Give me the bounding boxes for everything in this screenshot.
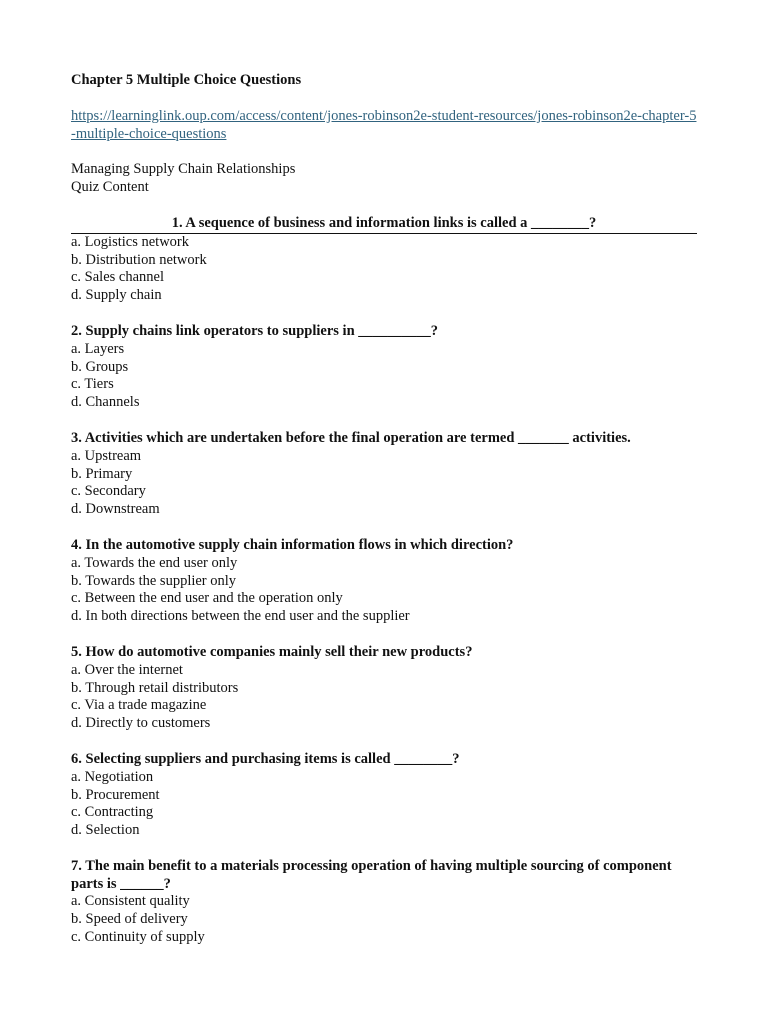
option-a: a. Layers — [71, 340, 125, 357]
option-d: d. Directly to customers — [71, 715, 211, 732]
document-page — [71, 72, 697, 947]
option-c: c. Via a trade magazine — [71, 697, 207, 714]
option-a: a. Upstream — [71, 447, 142, 464]
question-text: 2. Supply chains link operators to suppliers in __________? — [71, 322, 439, 339]
question-3 — [71, 430, 697, 519]
option-a: a. Over the internet — [71, 661, 183, 678]
option-b: b. Procurement — [71, 786, 160, 803]
question-text: 7. The main benefit to a materials processing operation of having multiple sourcing of component parts is ______? — [71, 857, 672, 892]
option-d: d. Downstream — [71, 501, 160, 518]
question-6 — [71, 751, 697, 840]
option-c: c. Continuity of supply — [71, 929, 205, 946]
option-c: c. Contracting — [71, 804, 154, 821]
question-1 — [71, 215, 697, 305]
option-a: a. Towards the end user only — [71, 554, 238, 571]
option-c: c. Sales channel — [71, 269, 165, 286]
option-a: a. Negotiation — [71, 768, 154, 785]
subtitle-block — [71, 161, 697, 197]
option-a: a. Consistent quality — [71, 893, 190, 910]
question-text: 6. Selecting suppliers and purchasing items is called ________? — [71, 750, 460, 767]
option-b: b. Distribution network — [71, 251, 207, 268]
option-b: b. Through retail distributors — [71, 679, 239, 696]
question-text: 5. How do automotive companies mainly sell their new products? — [71, 643, 473, 660]
question-text: 4. In the automotive supply chain information flows in which direction? — [71, 536, 514, 553]
question-text: 3. Activities which are undertaken before the final operation are termed _______ activities. — [71, 429, 631, 446]
document-title: Chapter 5 Multiple Choice Questions — [71, 72, 302, 88]
option-d: d. Supply chain — [71, 287, 162, 304]
option-c: c. Tiers — [71, 376, 114, 393]
option-d: d. In both directions between the end user and the supplier — [71, 608, 410, 625]
option-d: d. Channels — [71, 394, 140, 411]
chapter-subtitle: Managing Supply Chain Relationships — [71, 161, 296, 178]
question-7 — [71, 858, 697, 947]
option-a: a. Logistics network — [71, 233, 189, 250]
source-link[interactable]: https://learninglink.oup.com/access/content/jones-robinson2e-student-resources/jones-robinson2e-chapter-5-multiple-choice-questions — [71, 107, 697, 142]
option-b: b. Primary — [71, 465, 133, 482]
option-b: b. Towards the supplier only — [71, 572, 237, 589]
section-label: Quiz Content — [71, 179, 149, 196]
question-5 — [71, 644, 697, 733]
option-b: b. Speed of delivery — [71, 911, 188, 928]
option-c: c. Between the end user and the operation only — [71, 590, 343, 607]
question-4 — [71, 537, 697, 626]
option-d: d. Selection — [71, 822, 140, 839]
option-c: c. Secondary — [71, 483, 146, 500]
question-2 — [71, 323, 697, 412]
option-b: b. Groups — [71, 358, 129, 375]
question-text: 1. A sequence of business and information links is called a ________? — [71, 215, 697, 234]
